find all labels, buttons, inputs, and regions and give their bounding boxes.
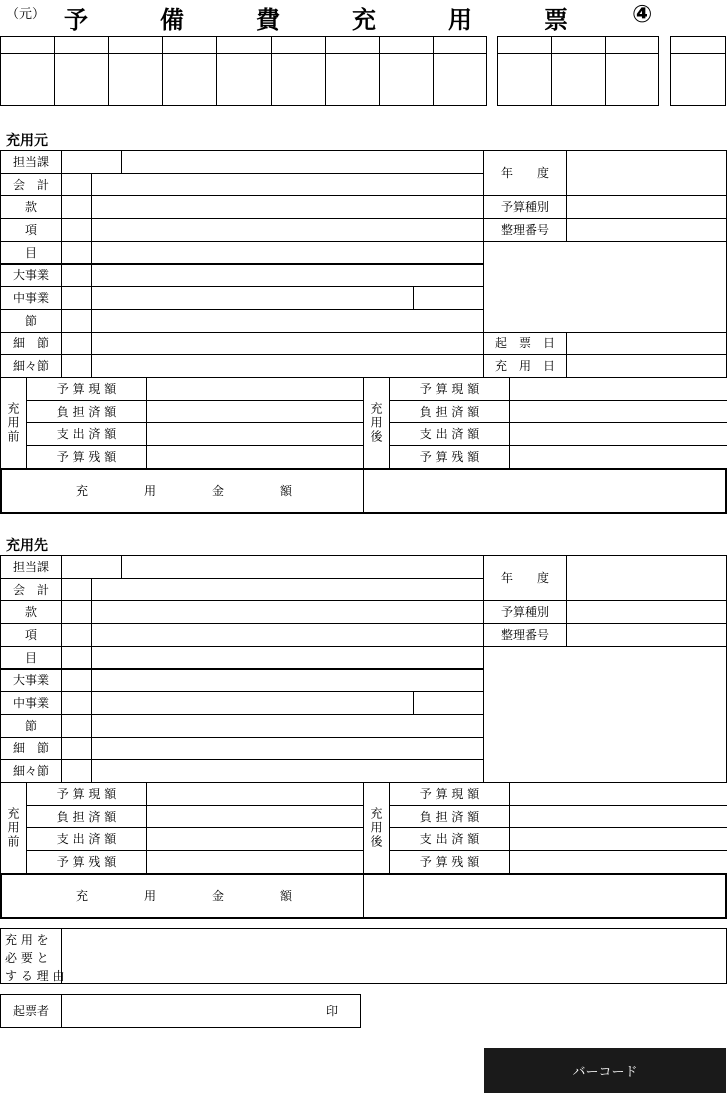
code-cell[interactable] [605,36,659,106]
before-row-label: 支 出 済 額 [26,422,147,446]
title-char: 票 [544,6,568,34]
code-cell[interactable] [0,36,54,106]
field-label-saisaisetsu: 細々節 [0,759,62,783]
before-row-label: 負 担 済 額 [26,805,147,829]
value-seiri-bangou[interactable] [566,218,727,242]
field-code-saisetsu[interactable] [61,737,92,761]
label-yosan-shubetsu: 予算種別 [483,600,567,624]
field-value-moku[interactable] [91,241,484,265]
field-label-kan: 款 [0,600,62,624]
label-seiri-bangou: 整理番号 [483,623,567,647]
field-label-saisetsu: 細 節 [0,332,62,356]
section-source [0,130,727,515]
total-char: 額 [280,483,293,498]
reason-line: す る 理 由 [5,969,65,983]
before-row-label: 負 担 済 額 [26,400,147,424]
code-cell[interactable] [54,36,108,106]
total-char: 充 [76,888,89,903]
field-code-daijigyou[interactable] [61,669,92,693]
code-grid-main [0,36,487,106]
field-value-saisetsu[interactable] [91,332,484,356]
field-value-kou[interactable] [91,218,484,242]
field-label-kan: 款 [0,195,62,219]
code-grid-right [670,36,726,106]
field-value-chujigyou[interactable] [91,691,414,715]
field-code-chujigyou[interactable] [61,286,92,310]
code-cell[interactable] [670,36,726,106]
field-code-saisetsu[interactable] [61,332,92,356]
before-label-text: 充用前 [6,401,20,444]
after-row-label: 予 算 残 額 [389,850,510,874]
field-value-kan[interactable] [91,195,484,219]
seal-mark: 印 [326,1004,339,1018]
before-row-value[interactable] [146,782,364,806]
field-label-chujigyou: 中事業 [0,286,62,310]
field-label-chujigyou: 中事業 [0,691,62,715]
field-code-moku[interactable] [61,241,92,265]
value-seiri-bangou[interactable] [566,623,727,647]
field-label-kou: 項 [0,218,62,242]
before-label [0,377,27,469]
before-row-value[interactable] [146,445,364,469]
before-row-value[interactable] [146,400,364,424]
label-nendo: 年 度 [483,150,567,196]
reason-input[interactable] [63,929,725,983]
after-row-value[interactable] [509,782,727,806]
field-label-kaikei: 会 計 [0,173,62,197]
before-row-value[interactable] [146,377,364,401]
field-code-moku[interactable] [61,646,92,670]
code-cell[interactable] [271,36,325,106]
after-row-label: 支 出 済 額 [389,827,510,851]
field-label-saisetsu: 細 節 [0,737,62,761]
code-cell[interactable] [162,36,216,106]
label-juyoubi: 充 用 日 [483,354,567,378]
after-row-label: 負 担 済 額 [389,400,510,424]
after-row-value[interactable] [509,400,727,424]
total-amount-value[interactable] [363,875,725,917]
field-value-daijigyou[interactable] [91,264,484,288]
field-code-kou[interactable] [61,218,92,242]
field-code-kaikei[interactable] [61,578,92,602]
total-char: 用 [144,483,157,498]
total-amount-box [0,873,727,919]
total-amount-value[interactable] [363,470,725,512]
blank-area [483,646,727,783]
drafter-input[interactable] [63,995,323,1027]
field-value-moku[interactable] [91,646,484,670]
before-row-label: 予 算 残 額 [26,850,147,874]
after-row-value[interactable] [509,850,727,874]
field-value-saisaisetsu[interactable] [91,759,484,783]
field-code-daijigyou[interactable] [61,264,92,288]
section-heading: 充用先 [6,538,48,554]
code-cell[interactable] [325,36,379,106]
field-value-kan[interactable] [91,600,484,624]
code-cell[interactable] [551,36,605,106]
after-row-value[interactable] [509,827,727,851]
label-nendo: 年 度 [483,555,567,601]
number-mark: ④ [632,0,653,28]
blank-area [483,241,727,333]
barcode-area: バーコード [484,1048,726,1093]
value-yosan-shubetsu[interactable] [566,600,727,624]
code-cell[interactable] [108,36,162,106]
after-label-text: 充用後 [369,806,383,849]
total-char: 金 [212,888,225,903]
field-value-saisaisetsu[interactable] [91,354,484,378]
field-code-kan[interactable] [61,600,92,624]
field-label-moku: 目 [0,241,62,265]
value-yosan-shubetsu[interactable] [566,195,727,219]
value-juyoubi[interactable] [566,354,727,378]
before-row-value[interactable] [146,422,364,446]
field-code-saisaisetsu[interactable] [61,759,92,783]
field-code-setsu[interactable] [61,714,92,738]
total-char: 金 [212,483,225,498]
after-label [363,377,390,469]
title-char: 備 [160,6,184,34]
reason-line: 必 要 と [5,951,49,965]
after-label [363,782,390,874]
field-code-setsu[interactable] [61,309,92,333]
total-char: 充 [76,483,89,498]
value-kihyoubi[interactable] [566,332,727,356]
field-code-chujigyou[interactable] [61,691,92,715]
before-row-label: 支 出 済 額 [26,827,147,851]
field-code-tantouka[interactable] [61,555,122,579]
title-char: 費 [256,6,280,34]
field-value-kou[interactable] [91,623,484,647]
field-value-saisetsu[interactable] [91,737,484,761]
code-cell[interactable] [497,36,551,106]
field-value-kaikei[interactable] [91,578,484,602]
before-row-label: 予 算 現 額 [26,782,147,806]
before-row-label: 予 算 残 額 [26,445,147,469]
after-row-label: 負 担 済 額 [389,805,510,829]
drafter-label: 起票者 [1,995,62,1027]
label-kihyoubi: 起 票 日 [483,332,567,356]
section-heading: 充用元 [6,133,48,149]
field-value-daijigyou[interactable] [91,669,484,693]
after-row-value[interactable] [509,422,727,446]
title-char: 充 [352,6,376,34]
field-code-saisaisetsu[interactable] [61,354,92,378]
field-value-tantouka[interactable] [121,555,484,579]
field-label-tantouka: 担当課 [0,150,62,174]
before-row-value[interactable] [146,805,364,829]
field-code-kou[interactable] [61,623,92,647]
field-label-kou: 項 [0,623,62,647]
field-label-daijigyou: 大事業 [0,669,62,693]
after-row-value[interactable] [509,445,727,469]
value-nendo[interactable] [566,555,727,601]
after-row-value[interactable] [509,805,727,829]
field-value-setsu[interactable] [91,309,484,333]
field-label-saisaisetsu: 細々節 [0,354,62,378]
before-row-value[interactable] [146,827,364,851]
after-row-label: 予 算 残 額 [389,445,510,469]
before-row-value[interactable] [146,850,364,874]
code-cell[interactable] [433,36,487,106]
title-char: 予 [64,6,88,34]
field-label-setsu: 節 [0,309,62,333]
total-amount-box [0,468,727,514]
title-prefix: （元） [6,7,46,22]
after-label-text: 充用後 [369,401,383,444]
field-value-kaikei[interactable] [91,173,484,197]
after-row-label: 予 算 現 額 [389,782,510,806]
field-label-kaikei: 会 計 [0,578,62,602]
field-code-kan[interactable] [61,195,92,219]
field-value-setsu[interactable] [91,714,484,738]
field-value-tantouka[interactable] [121,150,484,174]
field-label-tantouka: 担当課 [0,555,62,579]
code-grid-mid [497,36,659,106]
field-label-setsu: 節 [0,714,62,738]
field-code-tantouka[interactable] [61,150,122,174]
code-cell[interactable] [216,36,270,106]
field-value-chujigyou[interactable] [91,286,414,310]
field-extra-chujigyou[interactable] [413,691,484,715]
reason-line: 充 用 を [5,933,49,947]
field-extra-chujigyou[interactable] [413,286,484,310]
reason-label [1,929,65,983]
field-code-kaikei[interactable] [61,173,92,197]
after-row-value[interactable] [509,377,727,401]
field-label-daijigyou: 大事業 [0,264,62,288]
before-label-text: 充用前 [6,806,20,849]
reason-box [0,928,727,984]
section-destination [0,535,727,920]
value-nendo[interactable] [566,150,727,196]
title-char: 用 [448,6,472,34]
field-label-moku: 目 [0,646,62,670]
before-label [0,782,27,874]
after-row-label: 支 出 済 額 [389,422,510,446]
label-seiri-bangou: 整理番号 [483,218,567,242]
before-row-label: 予 算 現 額 [26,377,147,401]
drafter-box [0,994,361,1028]
after-row-label: 予 算 現 額 [389,377,510,401]
code-cell[interactable] [379,36,433,106]
total-char: 用 [144,888,157,903]
label-yosan-shubetsu: 予算種別 [483,195,567,219]
total-char: 額 [280,888,293,903]
